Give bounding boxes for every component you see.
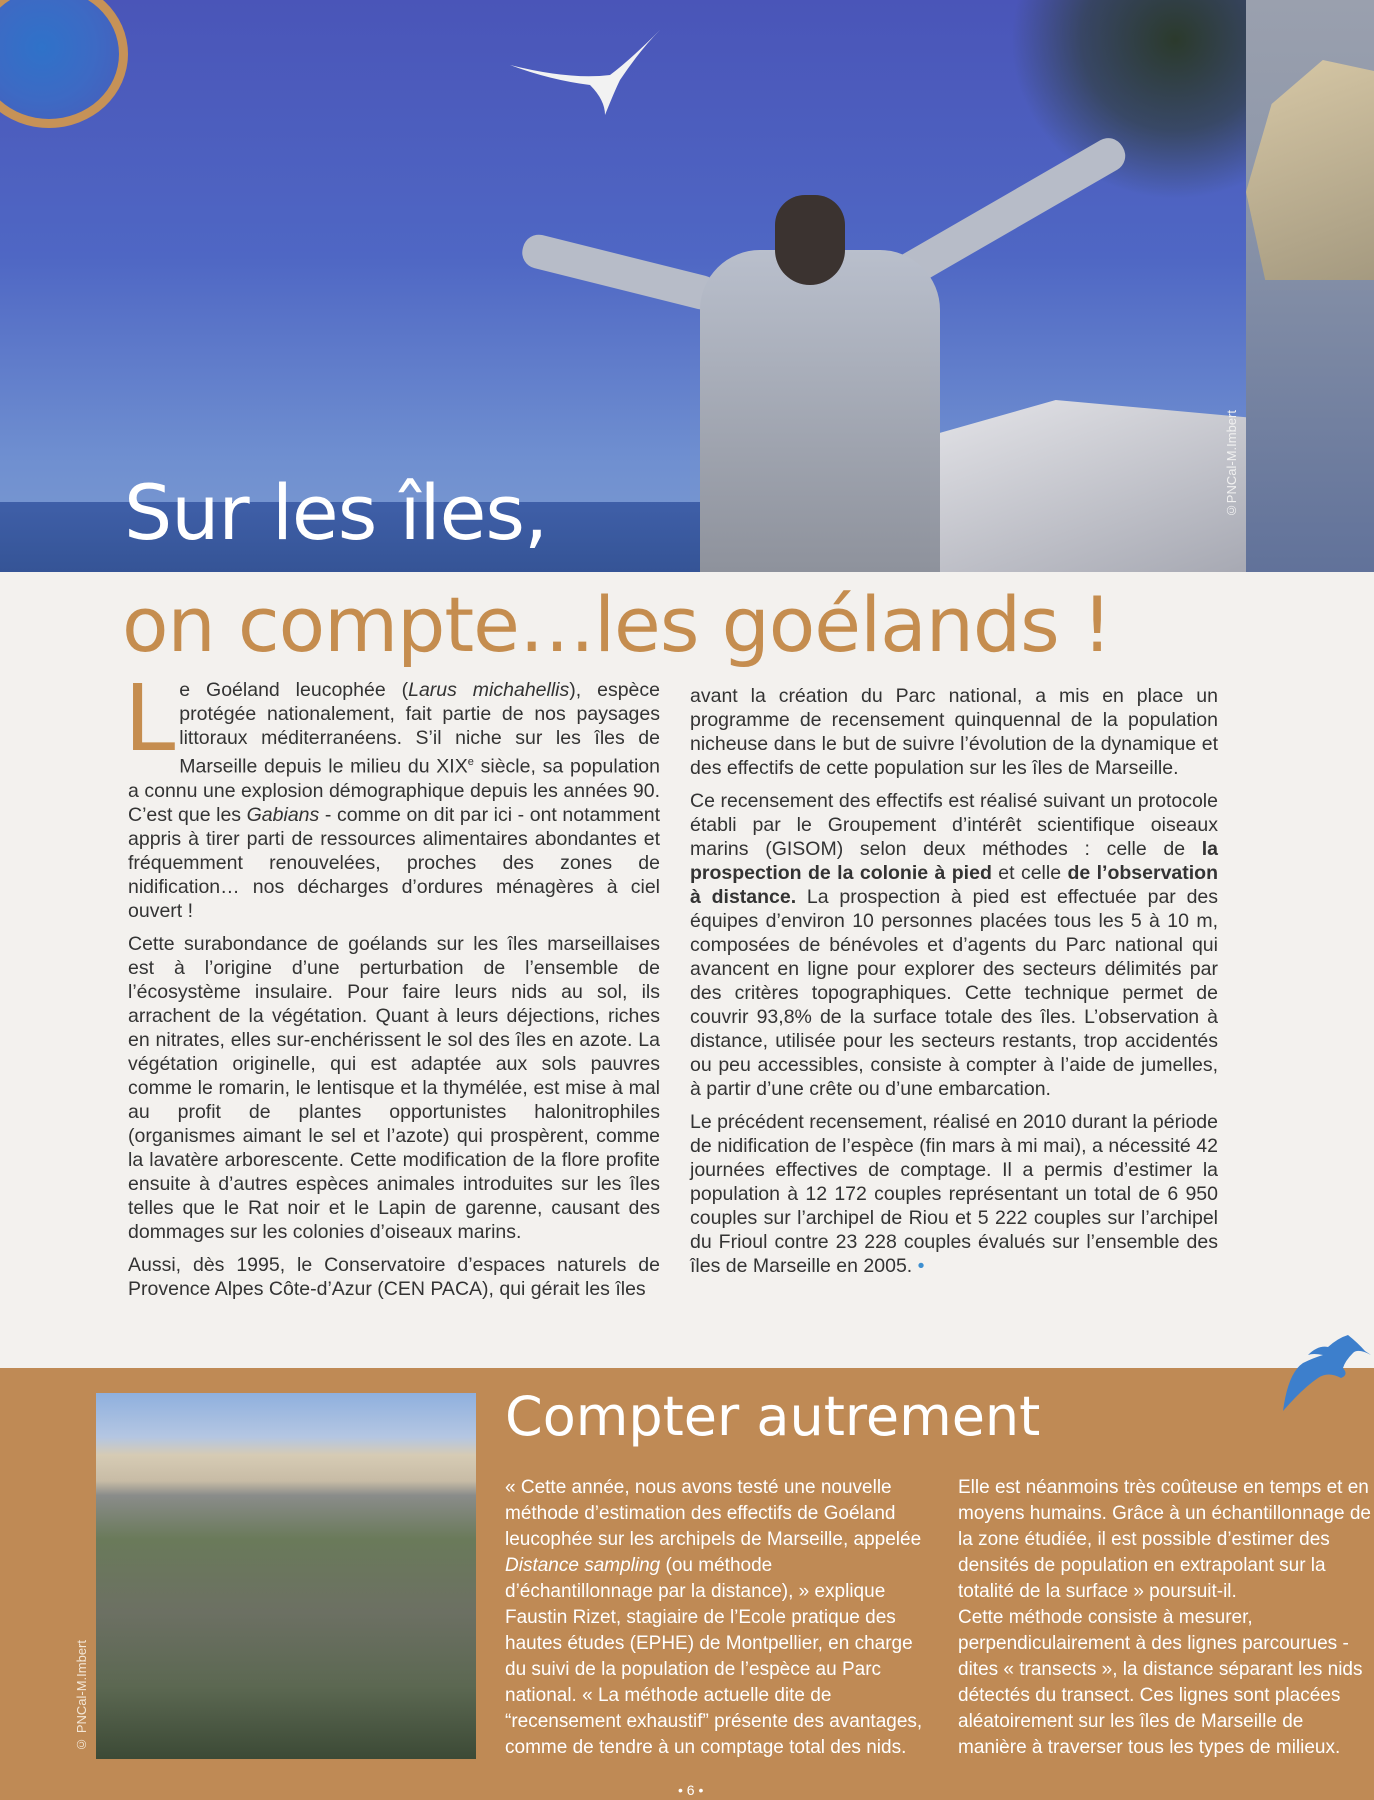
side-photo-calanque: [1246, 0, 1374, 572]
paragraph-intro: Le Goéland leucophée (Larus michahellis), espèce protégée nationalement, fait partie de nos paysages littoraux méditerranéens. S’il niche sur les îles de Marseille depuis le milieu du XIXe siècle, sa population a connu une explosion démographique depuis les années 90. C’est que les Gabians - comme on dit par ici - ont notamment appris à tirer parti de ressources alimentaires abondantes et fréquemment renouvelées, proches des zones de nidification… nos décharges d’ordures ménagères à ciel ouvert !: [124, 665, 660, 922]
man-head: [775, 195, 845, 285]
sidebar-column-1: « Cette année, nous avons testé une nouvelle méthode d’estimation des effectifs de Goéland leucophée sur les archipels de Marseille, appelée Distance sampling (ou méthode d’échantillonnage par la distance), » explique Faustin Rizet, stagiaire de l’Ecole pratique des hautes études (EPHE) de Montpellier, en charge du suivi de la population de l’espèce au Parc national. « La méthode actuelle dite de “recensement exhaustif” présente des avantages, comme de tendre à un comptage total des nids.: [505, 1477, 923, 1758]
title-line-2: on compte…les goélands !: [122, 580, 1112, 669]
man-figure: [700, 250, 940, 572]
article-right-column: [690, 684, 1218, 1287]
paragraph-programme: avant la création du Parc national, a mis en place un programme de recensement quinquennal de la population nicheuse dans le but de suivre l’évolution de la dynamique et des effectifs de cette population sur les îles de Marseille.: [690, 685, 1218, 779]
man-arm-left: [519, 231, 721, 312]
paragraph-protocol: Ce recensement des effectifs est réalisé suivant un protocole établi par le Groupement d’intérêt scientifique oiseaux marins (GISOM) selon deux méthodes : celle de la prospection de la colonie à pied et celle de l’observation à distance. La prospection à pied est effectuée par des équipes d’environ 10 personnes placées tous les 5 à 10 m, composées de bénévoles et d’agents du Parc national qui avancent en ligne pour explorer des secteurs délimités par des critères topographiques. Cette technique permet de couvrir 93,8% de la surface totale des îles. L’observation à distance, utilisée pour les secteurs restants, trop accidentés ou peu accessibles, consiste à compter à l’aide de jumelles, à partir d’une crête ou d’une embarcation.: [690, 790, 1219, 1100]
end-mark-icon: •: [917, 1255, 925, 1277]
paragraph-ecosystem: Cette surabondance de goélands sur les îles marseillaises est à l’origine d’une perturbation de l’ensemble de l’écosystème insulaire. Pour faire leurs nids au sol, ils arrachent de la végétation. Quant à leurs déjections, riches en nitrates, elles sur-enchérissent le sol des îles en azote. La végétation originelle, qui est adaptée aux sols pauvres comme le romarin, le lentisque et la thymélée, est mise à mal au profit de plantes opportunistes halonitrophiles (organismes aimant le sel et l’azote) qui prospèrent, comme la lavatère arborescente. Cette modification de la flore profite ensuite à d’autres espèces animales introduites sur les îles telles que le Rat noir et le Lapin de garenne, causant des dommages sur les colonies d’oiseaux marins.: [128, 932, 660, 1243]
sidebar-title: Compter autrement: [505, 1385, 1041, 1448]
title-line-1: Sur les îles,: [124, 468, 548, 557]
article-left-column: [124, 665, 660, 1310]
band-photo-credit: © PNCal-M.Imbert: [74, 1640, 89, 1752]
flying-gull-icon: [510, 30, 710, 150]
species-name: Larus michahellis: [408, 679, 570, 701]
page-number: • 6 •: [678, 1782, 704, 1798]
rocks: [900, 400, 1246, 572]
drop-cap: L: [124, 665, 176, 772]
cliff: [1246, 60, 1374, 280]
decorative-globe-icon: [0, 0, 128, 128]
gull-silhouette-icon: [1283, 1333, 1373, 1413]
transect-photo: [96, 1393, 476, 1759]
sidebar-column-2: Elle est néanmoins très coûteuse en temps et en moyens humains. Grâce à un échantillonnage de la zone étudiée, il est possible d’estimer des densités de population en extrapolant sur la totalité de la surface » poursuit-il. Cette méthode consiste à mesurer, perpendiculairement à des lignes parcourues - dites « transects », la distance séparant les nids détectés du transect. Ces lignes sont placées aléatoirement sur les îles de Marseille de manière à traverser tous les types de milieux.: [958, 1477, 1371, 1758]
pine-tree: [1010, 0, 1246, 200]
hero-photo-credit: ©PNCal-M.Imbert: [1224, 410, 1239, 519]
paragraph-cen-paca: Aussi, dès 1995, le Conservatoire d’espaces naturels de Provence Alpes Côte-d’Azur (CEN PACA), qui gérait les îles: [128, 1253, 660, 1300]
paragraph-census-2010: Le précédent recensement, réalisé en 2010 durant la période de nidification de l’espèce (fin mars à mi mai), a nécessité 42 journées effectives de comptage. Il a permis d’estimer la population à 12 172 couples représentant un total de 6 950 couples sur l’archipel de Riou et 5 222 couples sur l’archipel du Frioul contre 23 228 couples évalués sur l’ensemble des îles de Marseille en 2005. •: [690, 1111, 1218, 1277]
method-name: Distance sampling: [505, 1555, 661, 1576]
